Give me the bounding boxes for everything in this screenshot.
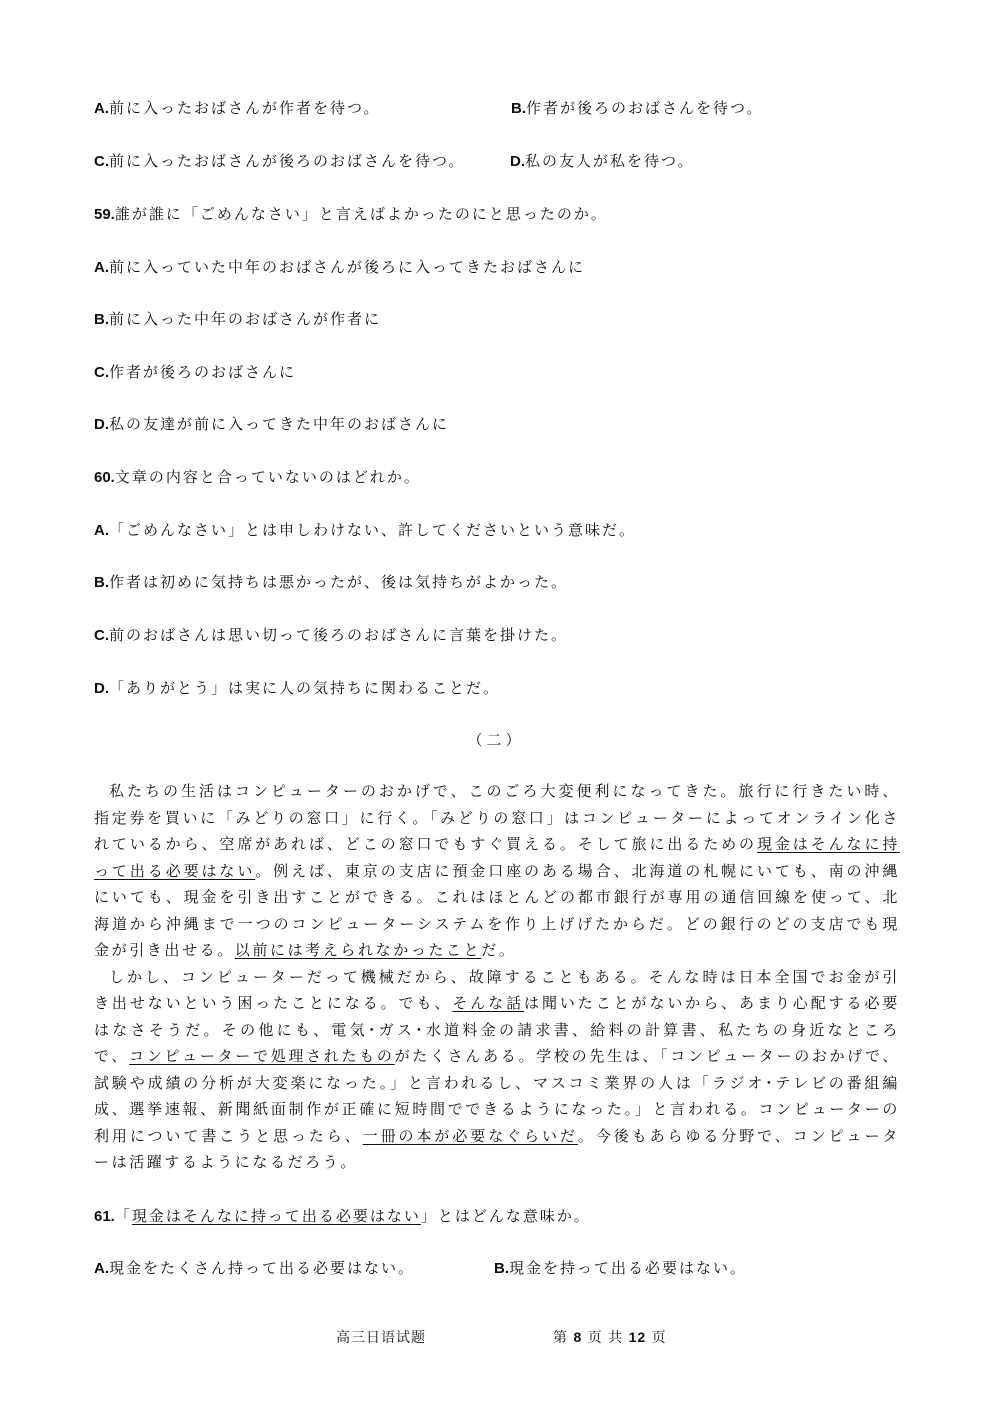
option-label: A. xyxy=(94,259,109,276)
q61-question xyxy=(94,1205,591,1226)
q59-question xyxy=(94,203,608,224)
option-text: 作者が後ろのおばさんを待つ。 xyxy=(526,99,764,117)
question-number: 61. xyxy=(94,1208,115,1225)
underlined-phrase: コンピューターで処理されたもの xyxy=(129,1047,395,1065)
passage-text: がたくさんある。学校の先生は、「コンピューターのおかげで、試験や成績の分析が大変楽になった。」と言われるし、マスコミ業界の人は「ラジオ･テレビの番組編成、選挙速報、新聞紙面制作が正確に短時間でできるようになった。」と言われる。コンピューターの利用について書こうと思ったら、 xyxy=(94,1047,900,1145)
q60-question xyxy=(94,466,421,487)
q61-option-a xyxy=(94,1257,415,1278)
passage-text: 。例えば、東京の支店に預金口座のある場合、北海道の札幌にいても、南の沖縄にいても、現金を引き出すことができる。これはほとんどの都市銀行が専用の通信回線を使って、北海道から沖縄まで一つのコンピューターシステムを作り上げげたからだ。どの銀行のどの支店でも現金が引き出せる。 xyxy=(94,861,900,959)
option-label: C. xyxy=(94,364,109,381)
option-text: 現金を持って出る必要はない。 xyxy=(509,1259,748,1277)
q58-option-c xyxy=(94,150,465,171)
option-text: 前に入ったおばさんが後ろのおばさんを待つ。 xyxy=(109,152,466,170)
footer-subject: 高三日语试题 xyxy=(336,1330,426,1346)
q60-option-b xyxy=(94,571,568,592)
option-text: 作者は初めに気持ちは悪かったが、後は気持ちがよかった。 xyxy=(109,573,569,591)
passage-text: しかし、コンピューターだって機械だから、故障することもある。そんな時は日本全国でお金が引き出せないという困ったことになる。でも、 xyxy=(94,967,900,1012)
q59-option-a xyxy=(94,256,585,277)
option-text: 前のおばさんは思い切って後ろのおばさんに言葉を掛けた。 xyxy=(109,626,569,644)
option-text: 作者が後ろのおばさんに xyxy=(109,363,297,381)
question-text: 」とはどんな意味か。 xyxy=(420,1207,591,1225)
q59-option-d xyxy=(94,413,449,434)
q61-option-b xyxy=(494,1257,747,1278)
page-mid: 页 共 xyxy=(587,1330,624,1346)
footer-page-number xyxy=(553,1327,667,1347)
option-label: D. xyxy=(510,153,525,170)
option-label: A. xyxy=(94,100,109,117)
question-text: 誰が誰に「ごめんなさい」と言えばよかったのにと思ったのか。 xyxy=(114,205,608,223)
page-prefix: 第 xyxy=(553,1330,568,1346)
option-text: 前に入った中年のおばさんが作者に xyxy=(109,310,382,328)
passage-paragraph-1 xyxy=(94,778,900,964)
option-text: 私の友達が前に入ってきた中年のおばさんに xyxy=(109,415,450,433)
q58-option-b xyxy=(511,97,763,118)
total-pages: 12 xyxy=(628,1329,647,1345)
option-label: B. xyxy=(494,1260,509,1277)
question-text: 「 xyxy=(114,1207,132,1225)
passage-text: は聞いたことがないから、あまり心配する必要はなさそうだ。その他にも、電気･ガス･水道料金の請求書、給料の計算書、私たちの身近なところで、 xyxy=(94,994,900,1065)
passage-text: 。今後もあらゆる分野で、コンピューターは活躍するようになるだろう。 xyxy=(94,1126,900,1171)
option-label: B. xyxy=(94,574,109,591)
question-number: 60. xyxy=(94,469,115,486)
option-text: 「ごめんなさい」とは申しわけない、許してくださいという意味だ。 xyxy=(109,521,637,539)
option-text: 現金をたくさん持って出る必要はない。 xyxy=(109,1259,416,1277)
option-text: 前に入ったおばさんが作者を待つ。 xyxy=(109,99,381,117)
option-text: 前に入っていた中年のおばさんが後ろに入ってきたおばさんに xyxy=(109,258,586,276)
q60-option-a xyxy=(94,519,636,540)
option-text: 私の友人が私を待つ。 xyxy=(525,152,695,170)
section-title: （二） xyxy=(467,731,525,749)
question-text: 文章の内容と合っていないのはどれか。 xyxy=(114,468,421,486)
underlined-phrase: そんな話 xyxy=(452,994,525,1012)
current-page: 8 xyxy=(573,1329,583,1345)
passage-paragraph-2 xyxy=(94,964,900,1176)
underlined-phrase: 現金はそんなに持って出る必要はない xyxy=(94,835,900,880)
passage-text: 私たちの生活はコンピューターのおかげで、このごろ大変便利になってきた。旅行に行きたい時、指定券を買いに「みどりの窓口」に行く。「みどりの窓口」はコンピューターによってオンライン化されているから、空席があれば、どこの窓口でもすぐ買える。そして旅に出るための xyxy=(94,782,900,853)
option-label: D. xyxy=(94,680,109,697)
option-label: C. xyxy=(94,153,109,170)
q60-option-d xyxy=(94,677,500,698)
q58-option-d xyxy=(510,150,694,171)
option-label: A. xyxy=(94,1260,109,1277)
page-suffix: 页 xyxy=(651,1330,667,1346)
option-label: C. xyxy=(94,627,109,644)
q59-option-c xyxy=(94,361,296,382)
q59-option-b xyxy=(94,308,381,329)
passage-text: だ。 xyxy=(481,941,517,959)
q58-option-a xyxy=(94,97,380,118)
q60-option-c xyxy=(94,624,568,645)
reading-passage xyxy=(94,778,900,1176)
underlined-phrase: 以前には考えられなかったこと xyxy=(234,941,482,959)
question-number: 59. xyxy=(94,206,115,223)
underlined-phrase: 一冊の本が必要なぐらいだ xyxy=(362,1126,578,1145)
option-label: D. xyxy=(94,416,109,433)
option-label: B. xyxy=(94,311,109,328)
option-label: B. xyxy=(511,100,526,117)
underlined-phrase: 現金はそんなに持って出る必要はない xyxy=(131,1207,421,1225)
option-text: 「ありがとう」は実に人の気持ちに関わることだ。 xyxy=(109,679,501,697)
option-label: A. xyxy=(94,522,109,539)
